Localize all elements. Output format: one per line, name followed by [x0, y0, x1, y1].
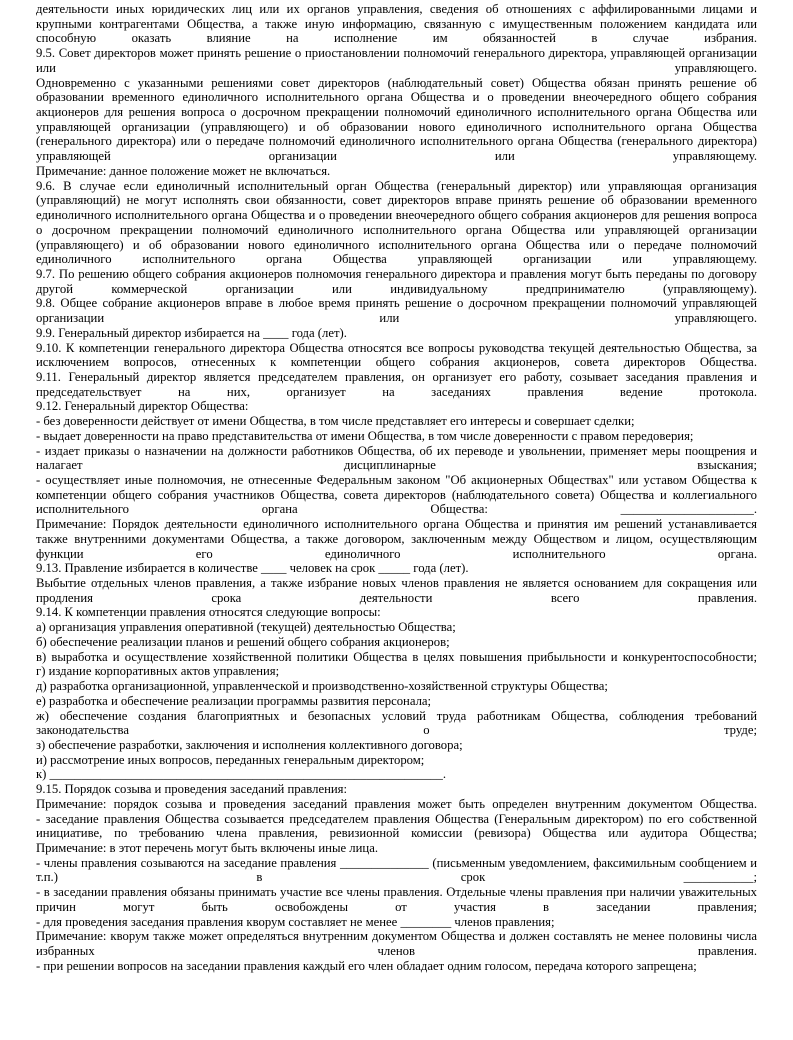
paragraph-clause-9-11: 9.11. Генеральный директор является председателем правления, он организует его работу, созывает заседания правления и председательствует на них, организует на заседаниях правления ведение протокола. [36, 369, 757, 399]
paragraph-continued-top: деятельности иных юридических лиц или их органов управления, сведения об отношениях с аффилированными лицами и крупными контрагентами Общества, а также иную информацию, связанную с имущественным положением кандидата или способную оказать влияние на исполнение им обязанностей в случае избрания. [36, 2, 757, 46]
document-text-body [36, 2, 757, 973]
paragraph-clause-9-14: 9.14. К компетенции правления относятся следующие вопросы: [36, 605, 381, 620]
paragraph-9-14-item-z: з) обеспечение разработки, заключения и исполнения коллективного договора; [36, 737, 463, 752]
paragraph-9-12-item-1: - без доверенности действует от имени Общества, в том числе представляет его интересы и совершает сделки; [36, 414, 635, 429]
paragraph-note-1: Примечание: данное положение может не включаться. [36, 163, 331, 178]
paragraph-clause-9-8: 9.8. Общее собрание акционеров вправе в любое время принять решение о досрочном прекращении полномочий управляющей организации или управляющего. [36, 296, 757, 326]
paragraph-9-14-item-b: б) обеспечение реализации планов и решений общего собрания акционеров; [36, 634, 450, 649]
paragraph-9-14-item-d: д) разработка организационной, управленческой и производственно-хозяйственной структуры Общества; [36, 679, 608, 694]
paragraph-meeting-attendance: - в заседании правления обязаны принимать участие все члены правления. Отдельные члены правления при наличии уважительных причин могут быть освобождены от участия в заседании правления; [36, 885, 757, 914]
paragraph-board-member-retirement: Выбытие отдельных членов правления, а также избрание новых членов правления не является основанием для сокращения или продления срока деятельности всего правления. [36, 576, 757, 605]
paragraph-meeting-voting: - при решении вопросов на заседании правления каждый его член обладает одним голосом, передача которого запрещена; [36, 958, 697, 973]
paragraph-clause-9-10: 9.10. К компетенции генерального директора Общества относятся все вопросы руководства текущей деятельностью Общества, за исключением вопросов, отнесенных к компетенции общего собрания акционеров, совета директоров Общества. [36, 340, 757, 370]
paragraph-clause-9-12: 9.12. Генеральный директор Общества: [36, 399, 249, 414]
paragraph-9-14-item-i: и) рассмотрение иных вопросов, переданных генеральным директором; [36, 752, 425, 767]
paragraph-9-12-item-2: - выдает доверенности на право представительства от имени Общества, в том числе доверенности с правом передоверия; [36, 428, 694, 443]
paragraph-9-14-item-g: г) издание корпоративных актов управления; [36, 664, 280, 679]
paragraph-note-2: Примечание: Порядок деятельности единоличного исполнительного органа Общества и принятия им решений устанавливается также внутренними документами Общества, а также договором, заключенным между Обществом и лицом, осуществляющим функции его единоличного исполнительного органа. [36, 517, 757, 561]
paragraph-clause-9-5: 9.5. Совет директоров может принять решение о приостановлении полномочий генерального директора, управляющей организации или управляющего. [36, 46, 757, 75]
paragraph-9-14-item-e: е) разработка и обеспечение реализации программы развития персонала; [36, 693, 432, 708]
paragraph-note-3: Примечание: порядок созыва и проведения заседаний правления может быть определен внутренним документом Общества. [36, 796, 757, 811]
paragraph-9-14-item-a: а) организация управления оперативной (текущей) деятельностью Общества; [36, 620, 456, 635]
paragraph-meeting-convocation: - заседание правления Общества созывается председателем правления Общества (Генеральным директором) по его собственной инициативе, по требованию члена правления, ревизионной комиссии (ревизора) Общества или аудитора Общества; [36, 811, 757, 841]
paragraph-meeting-notice: - члены правления созываются на заседание правления ______________ (письменным уведомлением, факсимильным сообщением и т.п.) в срок ___________; [36, 855, 757, 885]
paragraph-9-14-item-v: в) выработка и осуществление хозяйственной политики Общества в целях повышения прибыльности и конкурентоспособности; [36, 649, 757, 664]
paragraph-clause-9-7: 9.7. По решению общего собрания акционеров полномочия генерального директора и правления могут быть переданы по договору другой коммерческой организации или индивидуальному предпринимателю (управляющему). [36, 266, 757, 296]
paragraph-9-12-item-3: - издает приказы о назначении на должности работников Общества, об их переводе и увольнении, применяет меры поощрения и налагает дисциплинарные взыскания; [36, 443, 757, 473]
paragraph-note-5: Примечание: кворум также может определяться внутренним документом Общества и должен составлять не менее половины числа избранных членов правления. [36, 929, 757, 958]
paragraph-clause-9-13: 9.13. Правление избирается в количестве ____ человек на срок _____ года (лет). [36, 561, 469, 576]
paragraph-simultaneous-decisions: Одновременно с указанными решениями совет директоров (наблюдательный совет) Общества обязан принять решение об образовании временного единоличного исполнительного органа Общества и о проведении внеочередного общего собрания акционеров для решения вопроса о досрочном прекращении полномочий единоличного исполнительного органа Общества или управляющей организации (управляющего) и об образовании нового единоличного исполнительного органа Общества (генерального директора) или о передаче полномочий единоличного исполнительного органа Общества (генерального директора) управляющей организации или управляющему. [36, 75, 757, 164]
paragraph-9-14-item-zh: ж) обеспечение создания благоприятных и безопасных условий труда работникам Общества, соблюдения требований законодательства о труде; [36, 708, 757, 738]
paragraph-note-4: Примечание: в этот перечень могут быть включены иные лица. [36, 840, 378, 855]
paragraph-meeting-quorum: - для проведения заседания правления кворум составляет не менее ________ членов правления; [36, 914, 555, 929]
paragraph-clause-9-15: 9.15. Порядок созыва и проведения заседаний правления: [36, 782, 348, 797]
paragraph-clause-9-6: 9.6. В случае если единоличный исполнительный орган Общества (генеральный директор) или управляющая организация (управляющий) не могут исполнять свои обязанности, совет директоров вправе принять решение об образовании временного единоличного исполнительного органа Общества и о проведении внеочередного общего собрания акционеров для решения вопроса о досрочном прекращении полномочий единоличного исполнительного органа Общества или управляющей организации (управляющего) и об образовании нового единоличного исполнительного органа Общества или о передаче полномочий единоличного исполнительного органа Общества управляющей организации или управляющему. [36, 178, 757, 267]
paragraph-clause-9-9: 9.9. Генеральный директор избирается на ____ года (лет). [36, 325, 347, 340]
paragraph-9-14-item-k: к) ______________________________________________________________. [36, 767, 447, 782]
paragraph-9-12-item-4: - осуществляет иные полномочия, не отнесенные Федеральным законом "Об акционерных Обществах" или уставом Общества к компетенции общего собрания участников Общества, совета директоров (наблюдательного совета) Общества и коллегиального исполнительного органа Общества: _____________________. [36, 473, 757, 517]
